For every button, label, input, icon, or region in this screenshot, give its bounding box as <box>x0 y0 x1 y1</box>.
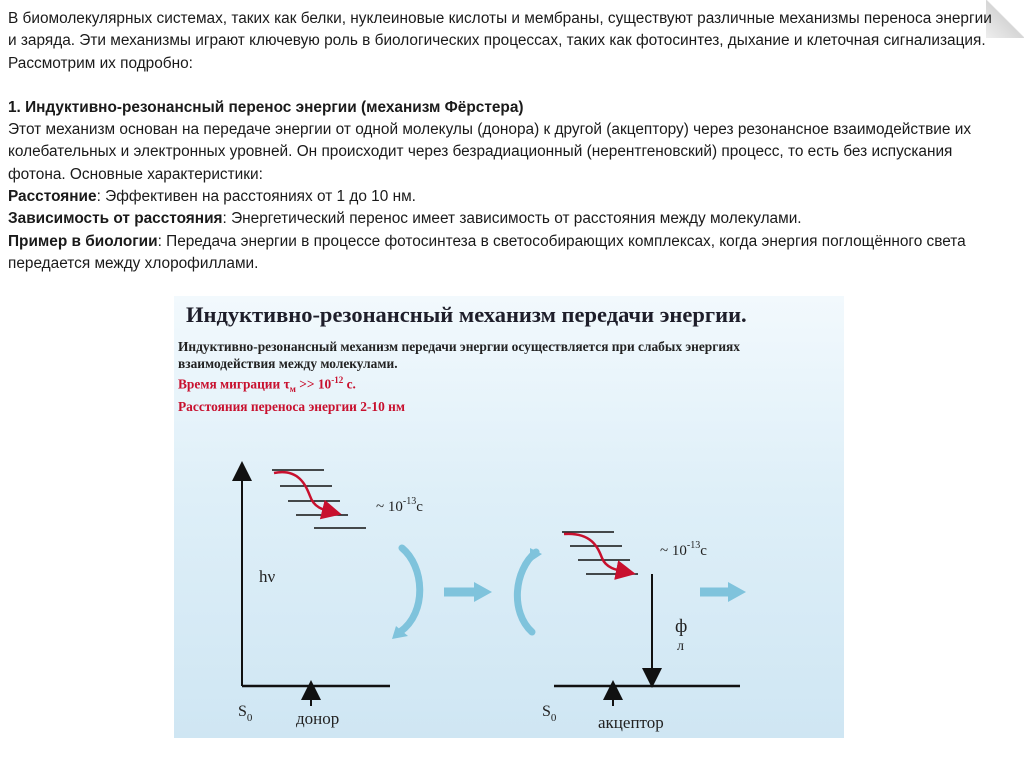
forster-diagram <box>174 296 844 738</box>
dependence-label: Зависимость от расстояния <box>8 210 223 228</box>
resonance-bracket-left <box>400 548 420 632</box>
text-content <box>8 8 998 275</box>
example-text: : Передача энергии в процессе фотосинтеза в светособирающих комплексах, когда энергия поглощённого света передается между хлорофиллами. <box>8 232 966 272</box>
donor-s0-label: $S_0$ <box>238 703 253 724</box>
section-heading: 1. Индуктивно-резонансный перенос энергии (механизм Фёрстера) <box>8 98 524 116</box>
photon-energy-label: hν <box>259 567 276 586</box>
donor-label: донор <box>296 709 340 728</box>
distance-label: Расстояние <box>8 188 97 206</box>
donor-relaxation-arrow <box>274 472 332 512</box>
intro-paragraph: В биомолекулярных системах, таких как белки, нуклеиновые кислоты и мембраны, существуют различные механизмы переноса энергии и заряда. Эти механизмы играют ключевую роль в биологических процессах, таких как фотосинтез, дыхание и клеточная сигнализация. Рассмотрим их подробно: <box>8 10 992 72</box>
transfer-arrow-head <box>474 582 492 602</box>
acceptor-time-label: ~ $10^{-13}c$ <box>660 540 707 559</box>
fluorescence-lambda-label: л <box>677 639 684 654</box>
acceptor-s0-label: $S_0$ <box>542 703 557 724</box>
mechanism-paragraph: Этот механизм основан на передаче энергии от одной молекулы (донора) к другой (акцептору) через резонансное взаимодействие их колебательных и электронных уровней. Он происходит через безрадиационный (нерентгеновский) процесс, то есть без испускания фотона. Основные характеристики: <box>8 121 972 183</box>
dependence-text: : Энергетический перенос имеет зависимость от расстояния между молекулами. <box>222 210 802 228</box>
distance-text: : Эффективен на расстояниях от 1 до 10 нм. <box>96 188 416 206</box>
acceptor-label: акцептор <box>598 713 664 732</box>
output-arrow-head <box>728 582 746 602</box>
donor-time-label: ~ $10^{-13}c$ <box>376 496 423 515</box>
figure-desc-text: Индуктивно-резонансный механизм передачи энергии осуществляется при слабых энергиях взаимодействия между молекулами. <box>178 339 740 371</box>
example-label: Пример в биологии <box>8 232 158 250</box>
acceptor-relaxation-arrow <box>564 534 626 572</box>
distance-item <box>8 186 998 208</box>
figure-title: Индуктивно-резонансный механизм передачи энергии. <box>186 302 747 327</box>
example-item <box>8 231 998 276</box>
transfer-distance: Расстояния переноса энергии 2-10 нм <box>178 399 405 415</box>
migration-time: Время миграции $\tau_м >> 10^{-12}$ с. <box>178 375 356 395</box>
resonance-bracket-right <box>517 552 536 632</box>
energy-diagram-svg <box>174 296 844 738</box>
fluorescence-phi-label: ф <box>675 616 688 637</box>
dependence-item <box>8 208 998 230</box>
